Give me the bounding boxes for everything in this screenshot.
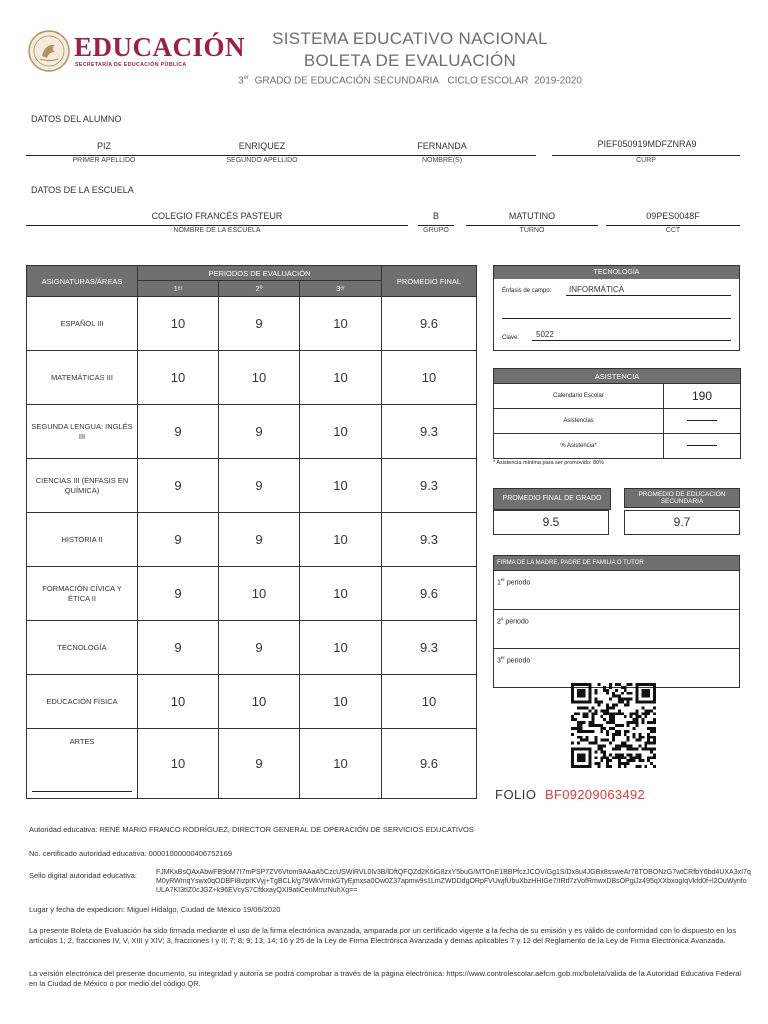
grade-p2: 9 [219,513,300,567]
artes-specify-line [32,791,132,792]
table-row [27,513,477,567]
doc-title-line2: BOLETA DE EVALUACIÓN [303,51,517,70]
secondary-average-label: PROMEDIO DE EDUCACIÓN SECUNDARIA [624,488,740,508]
grade-final: 9.3 [382,459,477,513]
curp-label: CURP [636,157,656,164]
certificate-line: No. certificado autoridad educativa: 00001000000406752169 [29,849,233,858]
grade-final: 10 [382,351,477,405]
school-calendar-label: Calendario Escolar [494,384,664,409]
table-row [27,729,477,799]
grade-final: 10 [382,675,477,729]
subject-name: MATEMÁTICAS III [27,351,138,405]
grade-final: 9.6 [382,729,477,799]
qr-code-icon [571,683,656,768]
attendance-title: ASISTENCIA [494,369,741,384]
table-row [27,405,477,459]
attendance-table [493,368,741,459]
grade-p2: 9 [219,621,300,675]
doc-title-line1: SISTEMA EDUCATIVO NACIONAL [272,29,548,48]
subjects-header: ASIGNATURAS/ÁREAS [27,266,138,297]
signature-period-2 [494,610,740,649]
periods-header: PERIODOS DE EVALUACIÓN [138,266,382,281]
primer-apellido-label: PRIMER APELLIDO [72,157,136,164]
table-row [27,675,477,729]
period-label: periodo [505,618,529,626]
grade-p1: 9 [138,621,219,675]
cycle-value: 2019-2020 [534,75,582,87]
nombre-value: FERNANDA [417,141,467,151]
turno-value: MATUTINO [508,211,556,221]
primer-apellido-value: PIZ [96,141,111,151]
student-divider [26,155,536,156]
grade-p3: 10 [300,729,382,799]
grade-p3: 10 [300,459,382,513]
nombre-label: NOMBRE(S) [421,157,463,164]
grade-p1: 10 [138,675,219,729]
attendances-value [664,409,741,434]
grade-p3: 10 [300,675,382,729]
grade-p2: 9 [219,729,300,799]
grade-p3: 10 [300,567,382,621]
grade-p1: 10 [138,351,219,405]
grade-p2: 10 [219,675,300,729]
digital-seal-value: FJMKxBsQAxAbwFB9oM7I7mPSP7ZV6Vtom9AAaA5CzcUSWiRVL0Iv3B/lDftQFQZd2K6iG8zxY5buG/MTOnE1BBPfczJCOV/Gg1S/Dx8u4JGBx8ssweAr78TOBONzG7wtCRfbY6bd4UXA3xI7qM0yRWmqYswx0qODBFI8izprKVyj+TgBCLk/g79WkVrmkGTyEjmxsa0Ow0Z37apmw9s1LmZWDDdgORpFVUwjfUbuXbzHHIGe7/tRtf7zVofRmwxDBsOPgiJz495qXXbxogIqVkfd0f+l2OuWynfoULA7KI3tIZ0cJGZ+k96EVcyS7CftkxayQXI9atiCenMmzNuhXg== [156,869,751,894]
attendance-note: * Asistencia mínima para ser promovido: 80% [493,460,604,466]
technology-box [493,265,740,351]
curp-divider [552,155,740,156]
period-2-header: 2º [219,281,300,297]
digital-seal-label: Sello digital autoridad educativa: [29,871,137,880]
signature-period-3 [494,649,740,688]
period-label: periodo [506,657,531,665]
turno-label: TURNO [519,227,545,234]
authority-line: Autoridad educativa: RENÉ MARIO FRANCO RODRÍGUEZ, DIRECTOR GENERAL DE OPERACIÓN DE SERVICIOS EDUCATIVOS [29,825,474,834]
period-sup: er [500,655,505,660]
technology-box-title: TECNOLOGÍA [494,266,739,279]
subject-name: SEGUNDA LENGUA: INGLÉS III [27,405,138,459]
table-row [27,621,477,675]
grade-p3: 10 [300,351,382,405]
grade-p1: 9 [138,567,219,621]
school-section-label: DATOS DE LA ESCUELA [31,185,134,195]
table-row [27,351,477,405]
subject-name: CIENCIAS III (ÉNFASIS EN QUÍMICA) [27,459,138,513]
emphasis-value: INFORMÁTICA [569,285,625,294]
subject-name-cell [27,729,138,799]
curp-value: PIEF050919MDFZNRA9 [597,139,697,149]
school-name-label: NOMBRE DE LA ESCUELA [173,227,261,234]
period-number: 2 [497,618,501,626]
grade-p1: 9 [138,459,219,513]
final-average-header: PROMEDIO FINAL [382,266,477,297]
student-section-label: DATOS DEL ALUMNO [31,114,122,124]
grade-p2: 9 [219,297,300,351]
emphasis-line [566,295,731,296]
grade-final: 9.3 [382,405,477,459]
signature-period-1 [494,571,740,610]
coat-of-arms-seal-icon [28,30,70,72]
grade-p2: 9 [219,405,300,459]
period-number: 1 [497,579,501,587]
signature-table [493,555,740,688]
grade-average-value: 9.5 [493,510,609,535]
key-label: Clave: [502,335,520,341]
school-name-value: COLEGIO FRANCÉS PASTEUR [151,211,283,221]
grade-p1: 9 [138,405,219,459]
grade-final: 9.3 [382,621,477,675]
grade-final: 9.6 [382,297,477,351]
segundo-apellido-label: SEGUNDO APELLIDO [226,157,298,164]
grade-p2: 10 [219,567,300,621]
blank-dash [687,420,717,421]
folio-label: FOLIO [495,787,537,802]
key-line [532,340,731,341]
grade-p1: 10 [138,297,219,351]
emphasis-label: Énfasis de campo: [502,288,552,294]
grade-p1: 10 [138,729,219,799]
logo-wordmark: EDUCACIÓN [74,32,246,62]
grade-p3: 10 [300,405,382,459]
folio-value: BF09209063492 [545,787,646,802]
blank-dash [687,445,717,446]
school-calendar-value: 190 [664,384,741,409]
school-divider [26,225,408,226]
attendances-label: Asistencias [494,409,664,434]
grade-p1: 9 [138,513,219,567]
grade-p3: 10 [300,513,382,567]
grade-p3: 10 [300,297,382,351]
key-value: 5022 [536,330,554,339]
subject-name: EDUCACIÓN FÍSICA [27,675,138,729]
grade-p2: 10 [219,351,300,405]
subject-name: TECNOLOGÍA [27,621,138,675]
logo-subtitle: SECRETARÍA DE EDUCACIÓN PÚBLICA [75,62,187,68]
turno-divider [466,225,598,226]
period-sup: o [500,616,504,621]
attendance-percent-value [664,434,741,459]
signature-title: FIRMA DE LA MADRE, PADRE DE FAMILIA O TUTOR [494,556,740,571]
issue-place-date: Lugar y fecha de expedición: Miguel Hidalgo, Ciudad de México 19/06/2020 [29,905,281,914]
grade-final: 9.3 [382,513,477,567]
attendance-percent-label: % Asistencia* [494,434,664,459]
grade-p3: 10 [300,621,382,675]
grade-average-label: PROMEDIO FINAL DE GRADO [493,488,611,510]
verification-text: La versión electrónica del presente documento, su integridad y autoría se podrá comprobar a través de la página electrónica: https://www.controlescolar.aefcm.gob.mx/boleta/valida de la Autoridad Educativa Federal en la Ciudad de México o por medio del código QR. [29,969,742,989]
secondary-average-value: 9.7 [624,510,740,535]
table-row [27,297,477,351]
subject-name: ESPAÑOL III [27,297,138,351]
table-row [27,567,477,621]
period-1-header: 1ᵉʳ [138,281,219,297]
emphasis-line-2 [502,318,731,319]
period-sup: er [500,577,505,582]
cct-divider [606,225,740,226]
grupo-divider [418,225,454,226]
table-row [27,459,477,513]
grade-text: GRADO DE EDUCACIÓN SECUNDARIA [254,75,440,87]
legal-text: La presente Boleta de Evaluación ha sido firmada mediante el uso de la firma electrónica avanzada, amparada por un certificado vigente a la fecha de su emisión y es válido de conformidad con lo dispuesto en los artículos 1; 2, fracciones IV, V, XIII y XIV; 3, fracciones I y II; 7; 8; 9; 13; 14; 16 y 25 de la Ley de Firma Electrónica Avanzada y demás aplicables 7 y 12 del Reglamento de la Ley de Firma Electrónica Avanzada. [29,926,737,946]
subject-name: ARTES [69,737,95,746]
grade-sup: er [243,75,249,81]
cycle-label: CICLO ESCOLAR [447,75,529,87]
grade-p2: 9 [219,459,300,513]
grade-cycle-line [200,75,620,86]
period-label: periodo [506,579,531,587]
cct-value: 09PES0048F [646,211,700,221]
grupo-value: B [432,211,439,221]
grupo-label: GRUPO [423,227,449,234]
subject-name: FORMACIÓN CÍVICA Y ÉTICA II [27,567,138,621]
subject-name: HISTORIA II [27,513,138,567]
cct-label: CCT [665,227,681,234]
grades-table [26,265,477,799]
period-number: 3 [497,657,501,665]
grade-number: 3 [238,75,244,87]
segundo-apellido-value: ENRIQUEZ [238,141,286,151]
period-3-header: 3ᵉʳ [300,281,382,297]
grade-final: 9.6 [382,567,477,621]
qr-modules [571,683,656,768]
